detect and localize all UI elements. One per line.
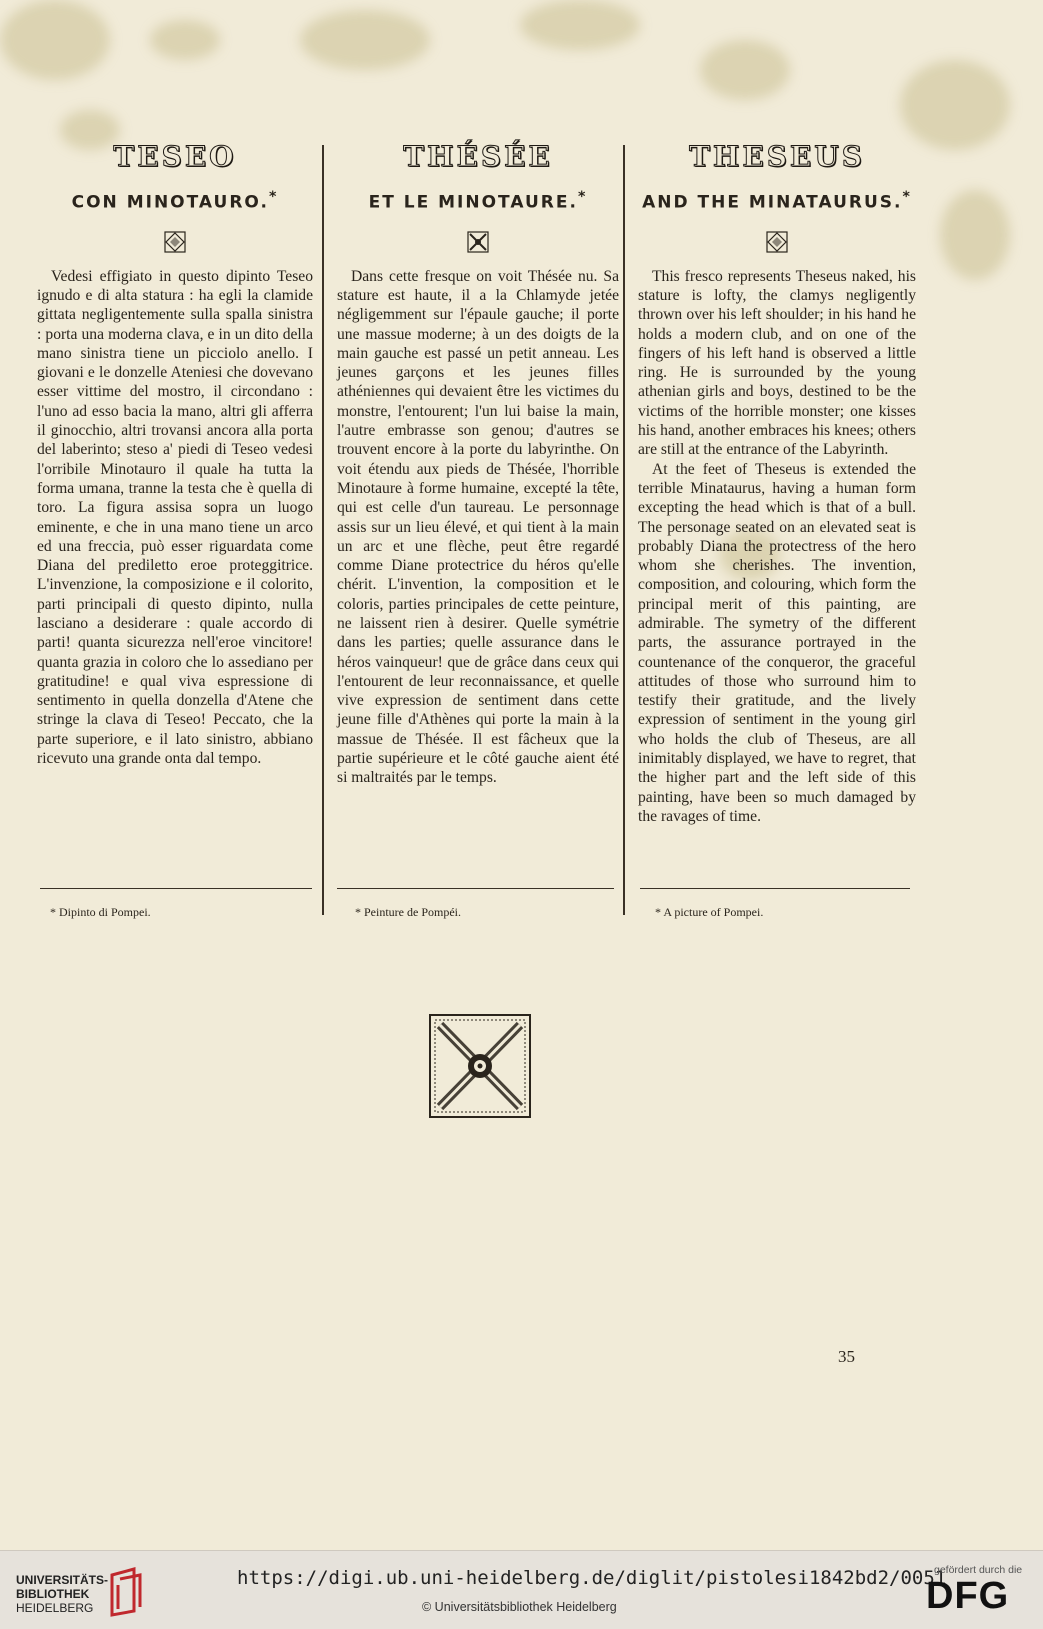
copyright-notice: © Universitätsbibliothek Heidelberg (422, 1600, 617, 1614)
footnote: * A picture of Pompei. (655, 905, 764, 919)
library-logo-icon[interactable] (104, 1565, 146, 1617)
cross-ornament-icon (467, 231, 489, 253)
paragraph: Dans cette fresque on voit Thésée nu. Sa stature est haute, il a la Chlamyde jetée négligemment sur l'épaule gauche; il porte une massue moderne; à un des doigts de la main gauche est passé un petit anneau. Les jeunes garçons et les jeunes filles athéniennes qui devaient être les victimes du monstre, l'entourent; l'un lui baise la main, l'autre embrasse son genou; d'autres se trouvent encore à la porte du labyrinthe. On voit étendu aux pieds de Thésée, l'horrible Minotaure à forme humaine, excepté la tête, qui est celle d'un taureau. Le personnage assis sur un lieu élevé, et qui tient à la main un arc et une flèche, peut être regardé comme Diane protectrice du héros qu'elle chérit. L'invention, la composition et le coloris, parties principales de cette peinture, ne laissent rien à desirer. Quelle symétrie dans les parties; quelle assurance dans le héros vainqueur! que de grâce dans ceux qui l'entourent de leur reconnaissance, et quelle vive expression de sentiment dans cette jeune fille d'Athènes qui porte la main à la massue de Thésée. Il est fâcheux que la partie supérieure et le côté gauche aient été si maltraités par le temps. (337, 267, 619, 787)
library-name: UNIVERSITÄTS- BIBLIOTHEK HEIDELBERG (16, 1573, 109, 1615)
page-number: 35 (838, 1347, 855, 1366)
stain (520, 0, 640, 50)
diamond-ornament-icon (766, 231, 788, 253)
column-subtitle: AND THE MINATAURUS.* (642, 189, 912, 213)
paragraph: This fresco represents Theseus naked, his stature is lofty, the clamys negligently thrown over his left shoulder; in his hand he holds a modern club, and on one of the fingers of his left hand is observed a little ring. He is surrounded by the young athenian girls and boys, destined to be the victims of the horrible monster; one kisses his hand, another embraces his knees; others are still at the entrance of the Labyrinth. (638, 267, 916, 459)
column-english (638, 140, 916, 826)
column-body (638, 267, 916, 827)
column-rule (623, 145, 625, 915)
footnote-rule (40, 888, 312, 889)
stain (300, 10, 430, 70)
stain (700, 40, 790, 100)
column-subtitle: CON MINOTAURO.* (71, 189, 279, 213)
column-title: THÉSÉE (403, 140, 553, 173)
paragraph: Vedesi effigiato in questo dipinto Teseo ignudo e di alta statura : ha egli la clamide gittata negligentemente sulla spalla sinistra : porta una moderna clava, e in un dito della mano sinistra tiene un picciolo anello. I giovani e le donzelle Ateniesi che dovevano esser vittime del mostro, il circondano : l'uno ad esso bacia la mano, altri gli afferra il ginocchio, altri trovansi ancora alla porta del laberinto; steso a' piedi di Teseo vedesi l'orribile Minotauro il quale ha tutta la forma umana, tranne la testa che è quella di toro. La figura assisa sopra un luogo eminente, e che in una mano tiene un arco ed una freccia, può esser riguardata come Diana del prediletto eroe proteggitrice. L'invenzione, la composizione e il colorito, parti principali di questo dipinto, nulla lasciano a desiderare : quale accordo di parti! quanta sicurezza nell'eroe vincitore! quanta grazia in coloro che lo assediano per gratitudine! e qual viva espressione di sentimento in quella donzella d'Atene che stringe la clava di Teseo! Peccato, che la parte superiore, e il lato sinistro, abbiano ricevuto una grande onta dal tempo. (37, 267, 313, 768)
stain (150, 20, 220, 60)
stain (900, 60, 1010, 150)
stain (0, 0, 110, 80)
column-body (337, 267, 619, 788)
digitization-footer (0, 1550, 1043, 1629)
column-subtitle: ET LE MINOTAURE.* (368, 189, 588, 213)
diamond-ornament-icon (164, 231, 186, 253)
stain (940, 190, 1010, 280)
column-title: THESEUS (689, 140, 865, 173)
column-italian (37, 140, 313, 768)
footnote-rule (337, 888, 614, 889)
column-rule (322, 145, 324, 915)
paragraph: At the feet of Theseus is extended the terrible Minataurus, having a human form excepting the head which is that of a bull. The personage seated on an elevated seat is probably Diana the protectress of the hero whom she cherishes. The invention, composition, and colouring, which form the principal merit of this painting, are admirable. The symetry of the different parts, the assurance portrayed in the countenance of the conqueror, the graceful attitudes of those who surround him to testify their gratitude, and the lively expression of sentiment in the young girl who holds the club of Theseus, are all inimitably displayed, we have to regret, that the higher part and the left side of this painting, have been so much damaged by the ravages of time. (638, 460, 916, 825)
column-title: TESEO (113, 140, 237, 173)
funding-label: gefördert durch die (934, 1564, 1023, 1576)
dfg-logo[interactable]: DFG (926, 1575, 1010, 1617)
footnote: * Dipinto di Pompei. (50, 905, 151, 919)
document-url-link[interactable]: https://digi.ub.uni-heidelberg.de/diglit/pistolesi1842bd2/0051 (237, 1567, 947, 1589)
tailpiece-ornament-icon (428, 1013, 532, 1119)
column-french (337, 140, 619, 788)
column-body (37, 267, 313, 769)
footnote-rule (640, 888, 910, 889)
footnote: * Peinture de Pompéi. (355, 905, 461, 919)
